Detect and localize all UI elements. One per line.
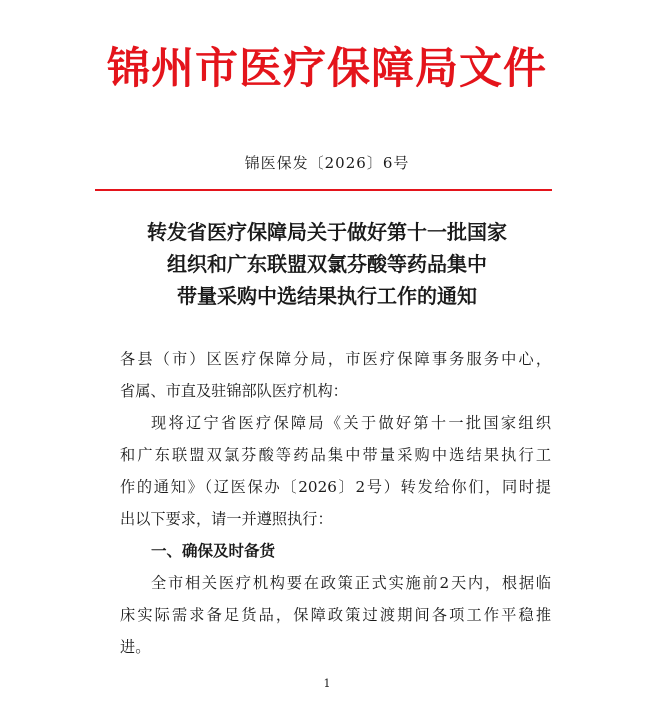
page-number: 1 bbox=[323, 677, 331, 690]
red-divider-line bbox=[95, 189, 552, 191]
body-paragraph-line: 出以下要求，请一并遵照执行： bbox=[120, 510, 333, 528]
section-heading: 一、确保及时备货 bbox=[151, 542, 276, 560]
body-paragraph-line: 作的通知》（辽医保办〔2026〕2号）转发给你们，同时提 bbox=[120, 478, 551, 496]
body-paragraph-line: 进。 bbox=[120, 638, 151, 656]
recipients-line: 省属、市直及驻锦部队医疗机构： bbox=[120, 382, 348, 400]
notice-title-line: 组织和广东联盟双氯芬酸等药品集中 bbox=[167, 252, 487, 276]
notice-title bbox=[0, 216, 654, 312]
notice-title-line: 转发省医疗保障局关于做好第十一批国家 bbox=[147, 220, 507, 244]
recipients-line: 各县（市）区医疗保障分局，市医疗保障事务服务中心， bbox=[120, 350, 551, 368]
body-paragraph-line: 床实际需求备足货品，保障政策过渡期间各项工作平稳推 bbox=[120, 606, 551, 624]
notice-title-line: 带量采购中选结果执行工作的通知 bbox=[177, 284, 477, 308]
body-paragraph-line: 现将辽宁省医疗保障局《关于做好第十一批国家组织 bbox=[151, 414, 551, 432]
body-paragraph-line: 和广东联盟双氯芬酸等药品集中带量采购中选结果执行工 bbox=[120, 446, 551, 464]
agency-masthead: 锦州市医疗保障局文件 bbox=[107, 44, 547, 94]
body-paragraph-line: 全市相关医疗机构要在政策正式实施前2天内，根据临 bbox=[151, 574, 551, 592]
document-number: 锦医保发〔2026〕6号 bbox=[244, 154, 410, 172]
